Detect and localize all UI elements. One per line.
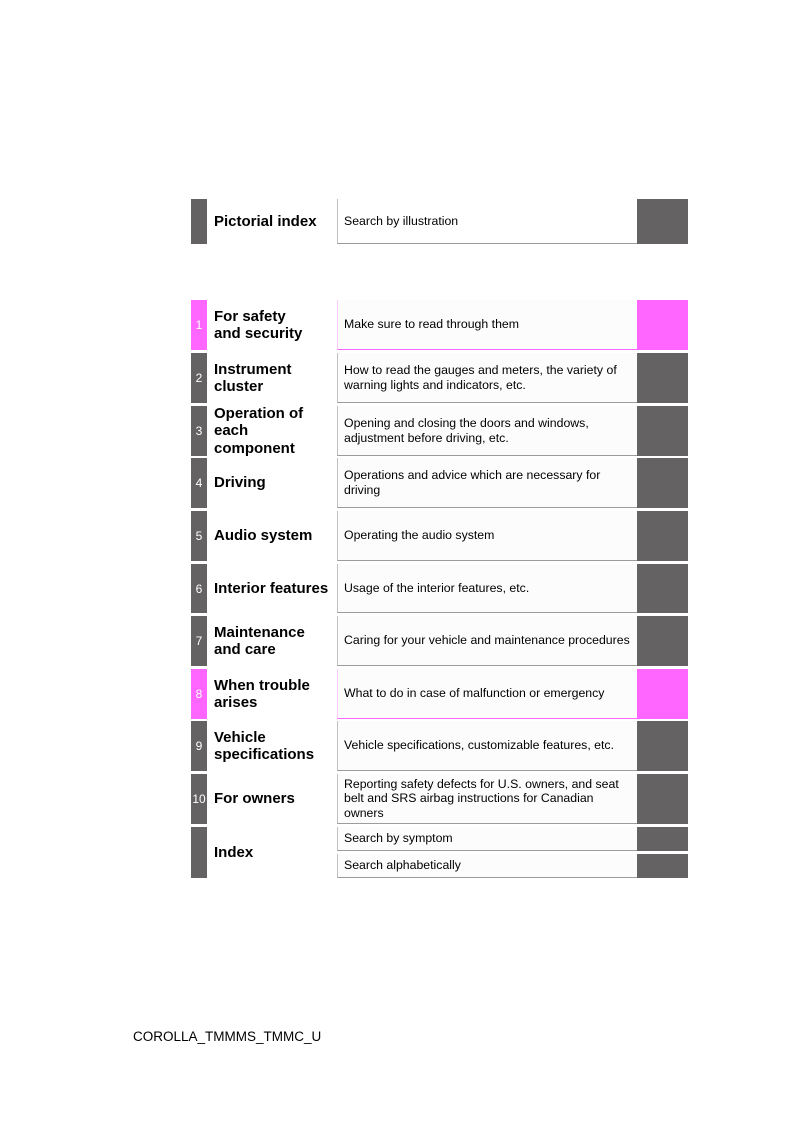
index-item-symptom[interactable]: Search by symptom xyxy=(337,827,637,851)
chapter-description: How to read the gauges and meters, the variety of warning lights and indicators, etc. xyxy=(337,353,637,403)
chapter-number: 9 xyxy=(191,721,207,771)
chapter-title: Operation of each component xyxy=(214,404,304,457)
index-row xyxy=(191,827,688,878)
chapter-row-1[interactable] xyxy=(191,300,688,350)
document-footer-code: COROLLA_TMMMS_TMMC_U xyxy=(133,1029,322,1044)
chapter-description: Opening and closing the doors and windows, adjustment before driving, etc. xyxy=(337,406,637,456)
chapter-number: 2 xyxy=(191,353,207,403)
chapter-block xyxy=(637,406,688,456)
index-item-alphabetical[interactable]: Search alphabetically xyxy=(337,854,637,878)
chapter-row-5[interactable] xyxy=(191,511,688,561)
chapter-block xyxy=(637,300,688,350)
chapter-number: 3 xyxy=(191,406,207,456)
chapter-block xyxy=(637,721,688,771)
chapter-row-2[interactable] xyxy=(191,353,688,403)
chapter-row-4[interactable] xyxy=(191,458,688,508)
chapter-description: Operating the audio system xyxy=(337,511,637,561)
chapter-title: Instrument cluster xyxy=(214,360,292,395)
chapter-description: Usage of the interior features, etc. xyxy=(337,564,637,613)
chapter-description: Reporting safety defects for U.S. owners, and seat belt and SRS airbag instructions for Canadian owners xyxy=(337,774,637,824)
chapter-title: Maintenance and care xyxy=(214,623,305,658)
pictorial-index-tab xyxy=(191,199,207,244)
chapter-row-7[interactable] xyxy=(191,616,688,666)
chapter-title: Audio system xyxy=(214,527,313,545)
pictorial-index-description: Search by illustration xyxy=(337,199,637,244)
index-tab xyxy=(191,827,207,878)
chapter-description: Caring for your vehicle and maintenance procedures xyxy=(337,616,637,666)
chapter-number: 7 xyxy=(191,616,207,666)
chapter-number: 1 xyxy=(191,300,207,350)
chapter-block xyxy=(637,669,688,719)
chapter-description: Operations and advice which are necessary for driving xyxy=(337,458,637,508)
chapter-title: For safety and security xyxy=(214,307,303,342)
chapter-title: Vehicle specifications xyxy=(214,728,315,763)
chapter-block xyxy=(637,458,688,508)
chapter-title: Driving xyxy=(214,474,266,492)
pictorial-index-title: Pictorial index xyxy=(214,212,317,230)
chapter-description: What to do in case of malfunction or emergency xyxy=(337,669,637,719)
chapter-row-10[interactable] xyxy=(191,774,688,824)
chapter-number: 6 xyxy=(191,564,207,613)
chapter-block xyxy=(637,564,688,613)
chapter-row-9[interactable] xyxy=(191,721,688,771)
chapter-number: 4 xyxy=(191,458,207,508)
chapter-row-6[interactable] xyxy=(191,564,688,613)
chapter-block xyxy=(637,616,688,666)
chapter-row-8[interactable] xyxy=(191,669,688,719)
chapter-block xyxy=(637,774,688,824)
chapter-number: 10 xyxy=(191,774,207,824)
chapter-description: Make sure to read through them xyxy=(337,300,637,350)
pictorial-index-block xyxy=(637,199,688,244)
chapter-number: 8 xyxy=(191,669,207,719)
pictorial-index-row[interactable] xyxy=(191,199,688,244)
index-title: Index xyxy=(214,843,254,861)
index-block-symptom xyxy=(637,827,688,851)
chapter-description: Vehicle specifications, customizable features, etc. xyxy=(337,721,637,771)
index-block-alphabetical xyxy=(637,854,688,878)
chapter-title: For owners xyxy=(214,790,295,808)
chapter-block xyxy=(637,511,688,561)
chapter-block xyxy=(637,353,688,403)
chapter-title: Interior features xyxy=(214,579,329,597)
chapter-title: When trouble arises xyxy=(214,676,310,711)
chapter-row-3[interactable] xyxy=(191,406,688,456)
chapter-number: 5 xyxy=(191,511,207,561)
